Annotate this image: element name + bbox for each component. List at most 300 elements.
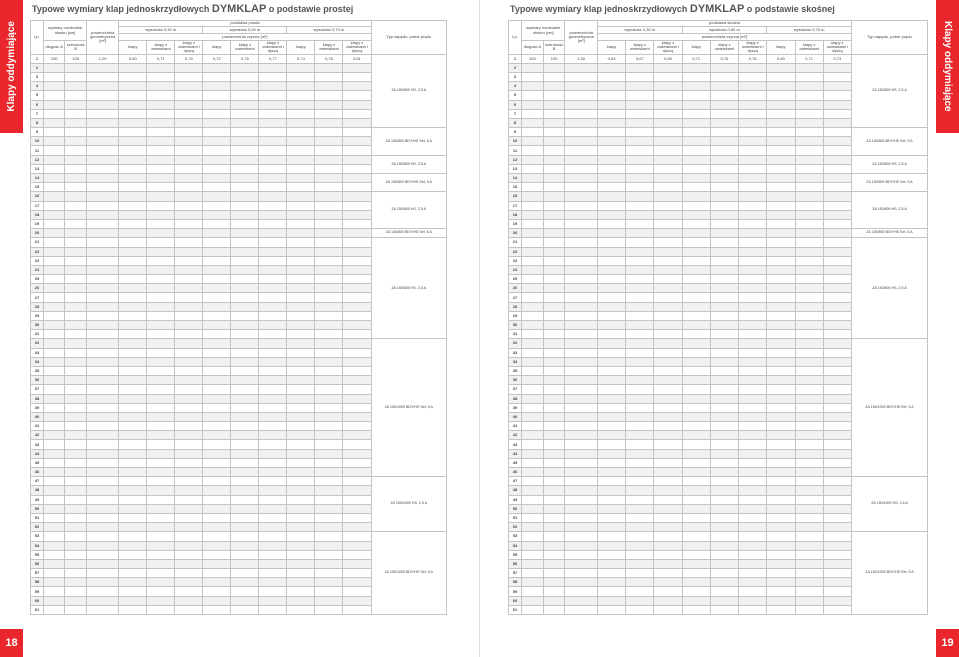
table-cell [626,82,654,91]
table-cell [626,118,654,127]
table-cell: 0,72 [203,54,231,63]
table-cell [565,183,598,192]
table-cell [565,385,598,394]
table-cell [343,587,371,596]
table-cell [767,431,795,440]
table-cell [343,385,371,394]
table-cell [682,238,710,247]
table-cell [682,219,710,228]
table-cell [119,468,147,477]
table-cell [203,155,231,164]
table-row [31,339,447,348]
table-cell [682,596,710,605]
table-cell [87,109,119,118]
table-cell [87,477,119,486]
table-cell [259,183,287,192]
row-number: 43 [509,440,522,449]
table-cell: 0,76 [739,54,767,63]
drive-type-cell: ZA 150/800 HS, 2,5 A [851,54,927,128]
row-number: 58 [509,578,522,587]
table-cell [543,219,565,228]
table-cell [522,394,544,403]
table-cell [343,477,371,486]
table-cell [203,440,231,449]
table-cell [87,486,119,495]
table-cell [259,128,287,137]
table-cell [259,357,287,366]
table-cell [823,486,851,495]
table-cell [43,513,65,522]
table-cell [565,513,598,522]
table-cell [231,403,259,412]
table-cell: 0,60 [119,54,147,63]
table-cell [767,265,795,274]
table-cell [682,164,710,173]
table-cell [343,63,371,72]
table-cell [287,63,315,72]
row-number: 8 [31,118,44,127]
table-cell [767,468,795,477]
table-cell [43,210,65,219]
table-cell [565,559,598,568]
table-cell [175,394,203,403]
row-number: 41 [31,422,44,431]
table-cell [522,192,544,201]
table-cell [43,109,65,118]
table-cell [682,569,710,578]
table-cell [87,82,119,91]
table-cell [543,72,565,81]
table-cell [343,275,371,284]
table-cell [65,247,87,256]
table-cell [147,339,175,348]
table-cell [739,321,767,330]
table-cell: 0,73 [823,54,851,63]
table-cell [147,219,175,228]
table-cell [231,155,259,164]
table-cell [119,596,147,605]
table-cell [710,146,738,155]
table-cell [203,513,231,522]
table-cell [43,229,65,238]
table-cell [203,532,231,541]
table-cell [522,477,544,486]
table-cell [343,229,371,238]
table-cell [739,376,767,385]
table-cell [259,302,287,311]
table-cell [147,348,175,357]
table-cell [739,541,767,550]
table-cell [710,201,738,210]
table-cell [767,541,795,550]
table-cell [87,513,119,522]
table-cell [87,412,119,421]
table-cell [597,440,625,449]
row-number: 25 [31,275,44,284]
table-cell [795,504,823,513]
table-cell [565,201,598,210]
table-cell [203,146,231,155]
table-cell [565,605,598,614]
table-cell [739,569,767,578]
row-number: 34 [509,357,522,366]
table-cell [710,155,738,164]
table-cell [654,486,682,495]
table-cell [147,394,175,403]
table-cell [343,569,371,578]
table-cell [315,431,343,440]
table-cell [259,192,287,201]
table-cell [597,385,625,394]
table-cell [175,440,203,449]
table-cell [823,155,851,164]
table-cell [315,229,343,238]
table-cell [43,201,65,210]
table-cell [767,523,795,532]
table-cell [203,578,231,587]
table-cell [654,366,682,375]
table-cell [823,109,851,118]
table-cell [87,155,119,164]
row-number: 40 [31,412,44,421]
row-number: 49 [509,495,522,504]
table-cell [203,256,231,265]
table-cell [767,559,795,568]
table-cell [682,192,710,201]
table-cell [315,183,343,192]
table-cell [543,155,565,164]
row-number: 22 [509,247,522,256]
table-cell [343,339,371,348]
table-cell [147,238,175,247]
table-cell [259,366,287,375]
table-cell: 1,00 [565,54,598,63]
table-cell [654,330,682,339]
table-cell [654,587,682,596]
table-cell [626,458,654,467]
table-cell [710,541,738,550]
row-number: 15 [509,183,522,192]
table-cell [682,440,710,449]
table-cell [626,321,654,330]
table-cell [597,330,625,339]
table-cell [203,311,231,320]
table-cell [203,348,231,357]
table-cell [287,348,315,357]
table-cell [522,155,544,164]
drive-type-cell: ZA 150/1000 BDY/HS Set, 5 A [851,339,927,477]
table-cell [710,210,738,219]
table-cell [65,366,87,375]
row-number: 58 [31,578,44,587]
table-cell [287,256,315,265]
table-cell [119,559,147,568]
table-cell [43,366,65,375]
table-cell [147,523,175,532]
header-drive-type: Typ napędu, pobór prądu [371,21,447,55]
table-cell [147,449,175,458]
table-cell [315,302,343,311]
table-cell [626,210,654,219]
table-cell [87,330,119,339]
table-cell: 0,63 [597,54,625,63]
table-cell [259,321,287,330]
table-cell [823,532,851,541]
table-cell [43,155,65,164]
table-cell [654,109,682,118]
table-cell [287,587,315,596]
table-cell [175,385,203,394]
table-cell [231,587,259,596]
table-cell [543,513,565,522]
table-cell [710,477,738,486]
table-cell [65,100,87,109]
table-cell [710,265,738,274]
table-cell [175,63,203,72]
header-flaps-deflector: klapy z owiewkami [795,41,823,55]
table-cell [259,311,287,320]
table-cell [710,256,738,265]
table-cell [767,321,795,330]
table-cell [767,100,795,109]
table-cell [767,578,795,587]
table-cell [119,605,147,614]
table-cell [259,532,287,541]
table-cell [543,321,565,330]
table-cell [565,550,598,559]
table-cell [65,596,87,605]
table-cell [65,330,87,339]
table-cell [315,440,343,449]
table-cell [626,477,654,486]
table-cell [710,394,738,403]
table-cell [65,238,87,247]
table-cell [565,128,598,137]
table-row [31,174,447,183]
table-cell [43,192,65,201]
table-cell [259,201,287,210]
table-cell [823,458,851,467]
table-cell [739,468,767,477]
table-cell [543,366,565,375]
row-number: 26 [509,284,522,293]
header-lp: Lp. [509,21,522,55]
table-cell [682,321,710,330]
table-cell [287,174,315,183]
table-cell [119,293,147,302]
table-cell [315,63,343,72]
table-cell [710,605,738,614]
table-cell [543,550,565,559]
table-cell [231,532,259,541]
table-cell [682,284,710,293]
table-cell [654,495,682,504]
table-cell [739,477,767,486]
table-cell [231,302,259,311]
table-cell [203,523,231,532]
row-number: 56 [31,559,44,568]
table-cell [522,219,544,228]
table-cell [43,550,65,559]
drive-type-cell: ZA 150/800 HS, 2,5 A [851,238,927,339]
table-cell [315,146,343,155]
table-cell [565,458,598,467]
table-cell [65,431,87,440]
table-cell [287,265,315,274]
drive-type-cell: ZA 150/800 BDY/HS Set, 5 A [851,128,927,156]
table-cell [119,569,147,578]
table-cell [147,293,175,302]
table-cell [739,118,767,127]
table-cell [203,247,231,256]
row-number: 30 [509,321,522,330]
table-cell [175,559,203,568]
table-cell [565,311,598,320]
table-cell [147,385,175,394]
table-cell [565,339,598,348]
table-cell [682,128,710,137]
table-cell [175,412,203,421]
table-cell [65,210,87,219]
row-number: 1 [509,54,522,63]
table-cell [597,412,625,421]
table-cell [739,302,767,311]
table-cell [767,513,795,522]
table-cell [823,293,851,302]
table-cell [231,164,259,173]
row-number: 29 [31,311,44,320]
table-cell [543,82,565,91]
table-cell [259,596,287,605]
table-cell [654,504,682,513]
table-cell [767,403,795,412]
table-cell [119,587,147,596]
table-cell [565,477,598,486]
table-cell [87,348,119,357]
table-cell: 1,00 [87,54,119,63]
table-cell [682,275,710,284]
table-cell [739,91,767,100]
table-cell [87,559,119,568]
table-cell [65,128,87,137]
table-cell [203,284,231,293]
table-cell [231,376,259,385]
table-cell [654,247,682,256]
table-cell [43,403,65,412]
table-cell [522,311,544,320]
table-cell [65,605,87,614]
drive-type-cell: ZA 150/800 BDY/HS Set, 5 A [851,229,927,238]
table-cell [565,569,598,578]
table-cell [343,146,371,155]
table-cell [343,422,371,431]
table-cell [65,477,87,486]
table-cell [823,559,851,568]
table-cell [522,183,544,192]
table-cell [682,72,710,81]
table-cell [259,247,287,256]
table-cell [231,431,259,440]
table-cell [343,449,371,458]
table-cell [119,541,147,550]
table-cell [287,532,315,541]
table-cell: 100 [43,54,65,63]
table-cell [795,605,823,614]
table-cell [203,293,231,302]
row-number: 13 [31,164,44,173]
table-cell [682,385,710,394]
table-cell [147,422,175,431]
table-cell [43,449,65,458]
table-cell [767,256,795,265]
table-cell [522,357,544,366]
table-cell [565,155,598,164]
table-cell: 0,71 [795,54,823,63]
table-cell [710,311,738,320]
table-cell [543,137,565,146]
table-cell [767,330,795,339]
table-cell [597,605,625,614]
table-cell [147,431,175,440]
table-cell [626,376,654,385]
table-cell [767,284,795,293]
table-cell [795,523,823,532]
table-cell [315,174,343,183]
table-cell [87,321,119,330]
table-cell [654,321,682,330]
table-cell [654,174,682,183]
table-cell [315,422,343,431]
table-cell [147,192,175,201]
table-cell [565,376,598,385]
table-cell [175,293,203,302]
table-cell [119,118,147,127]
table-cell [823,431,851,440]
table-cell [823,357,851,366]
table-cell [43,605,65,614]
table-cell [343,403,371,412]
table-cell [65,256,87,265]
table-cell [119,431,147,440]
table-cell [175,238,203,247]
table-cell [522,100,544,109]
table-cell [65,513,87,522]
table-cell [767,458,795,467]
table-cell [231,559,259,568]
table-cell [147,376,175,385]
table-cell [626,100,654,109]
table-cell [823,449,851,458]
drive-type-cell: ZA 150/1000 HS, 2,5 A [371,477,447,532]
table-cell [343,541,371,550]
table-cell [87,302,119,311]
table-cell [43,559,65,568]
table-cell [522,118,544,127]
table-cell [175,550,203,559]
table-cell [259,477,287,486]
table-cell [231,578,259,587]
table-cell [259,118,287,127]
table-cell [147,486,175,495]
table-cell [287,431,315,440]
table-cell [682,504,710,513]
row-number: 22 [31,247,44,256]
table-cell [259,449,287,458]
table-cell [682,523,710,532]
table-cell [65,82,87,91]
table-cell [543,293,565,302]
table-cell [87,247,119,256]
